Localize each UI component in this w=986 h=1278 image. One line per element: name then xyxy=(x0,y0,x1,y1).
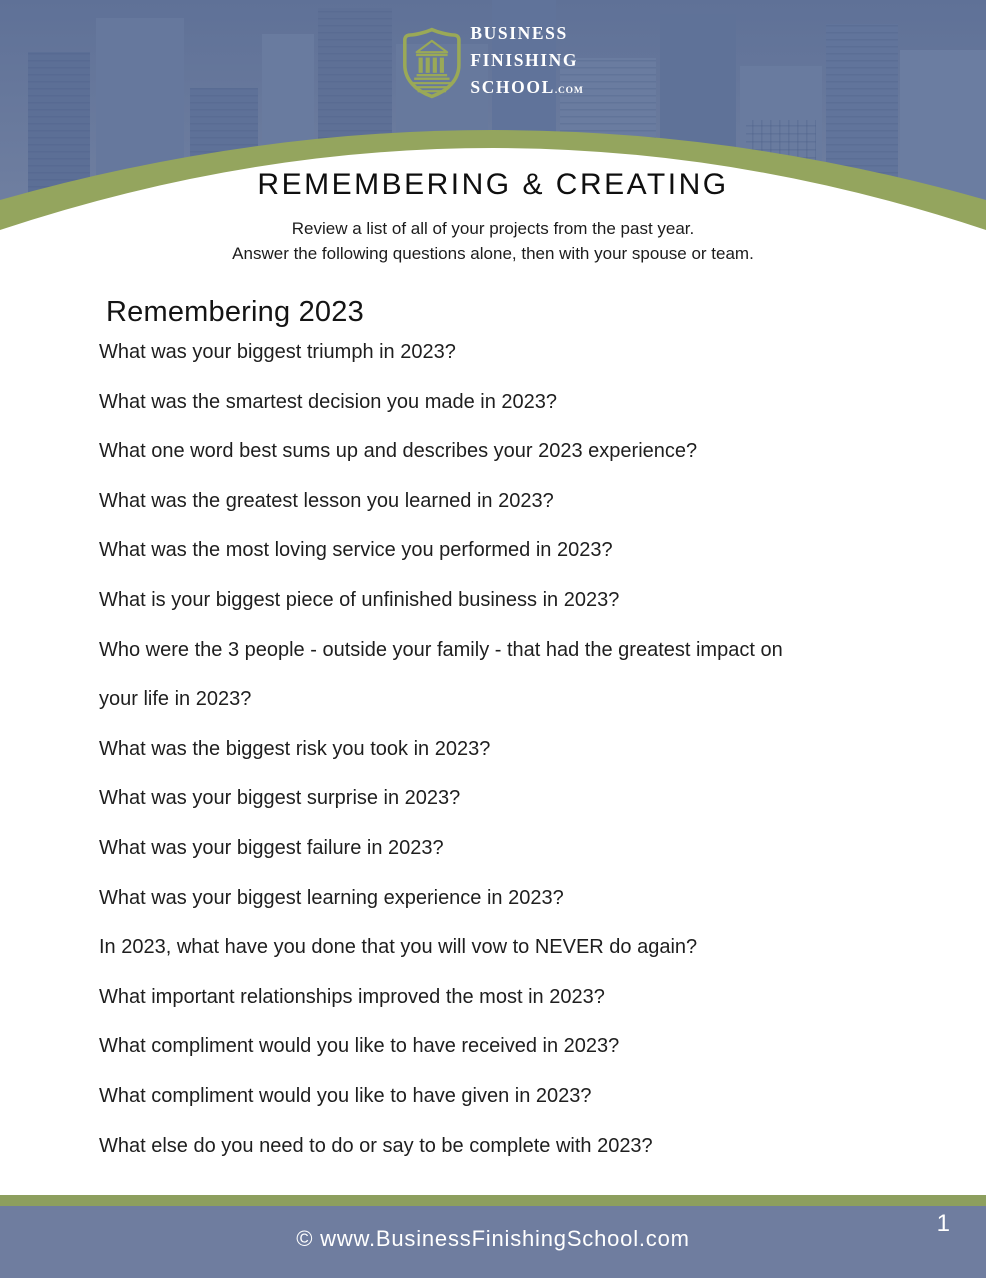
page-number: 1 xyxy=(936,1210,950,1237)
questions-list xyxy=(99,328,811,1171)
question-item: What was your biggest surprise in 2023? xyxy=(99,787,461,810)
section-heading: Remembering 2023 xyxy=(106,296,364,328)
shield-temple-icon xyxy=(402,26,461,100)
subtitle-line-1: Review a list of all of your projects from the past year. xyxy=(291,219,695,238)
question-item: What compliment would you like to have received in 2023? xyxy=(99,1035,620,1058)
question-item: Who were the 3 people - outside your family - that had the greatest impact on your life in 2023? xyxy=(99,638,783,711)
question-item: What important relationships improved the most in 2023? xyxy=(99,985,605,1008)
brand-line-1: BUSINESS xyxy=(470,23,568,43)
footer-accent-stripe xyxy=(0,1195,986,1206)
question-item: What else do you need to do or say to be complete with 2023? xyxy=(99,1134,653,1157)
page-header xyxy=(0,0,986,266)
question-item: What was the biggest risk you took in 2023? xyxy=(99,737,491,760)
question-item: What was your biggest learning experience in 2023? xyxy=(99,886,564,909)
footer-copyright: © www.BusinessFinishingSchool.com xyxy=(296,1226,690,1251)
question-item: What is your biggest piece of unfinished business in 2023? xyxy=(99,588,620,611)
brand-logo xyxy=(402,20,583,105)
question-item: What was your biggest triumph in 2023? xyxy=(99,341,456,363)
question-item: What compliment would you like to have given in 2023? xyxy=(99,1084,592,1107)
subtitle-line-2: Answer the following questions alone, then with your spouse or team. xyxy=(232,244,754,263)
page-footer xyxy=(0,1206,986,1278)
question-item: What was the smartest decision you made in 2023? xyxy=(99,390,558,413)
brand-line-3: SCHOOL.COM xyxy=(470,77,584,97)
brand-domain-suffix: .COM xyxy=(554,86,584,96)
question-item: What was the most loving service you performed in 2023? xyxy=(99,539,613,562)
brand-line-2: FINISHING xyxy=(470,50,579,70)
brand-wordmark xyxy=(470,20,583,105)
page-subtitle xyxy=(0,216,986,266)
question-item: What was the greatest lesson you learned in 2023? xyxy=(99,489,554,512)
question-item: In 2023, what have you done that you will vow to NEVER do again? xyxy=(99,936,698,959)
question-item: What was your biggest failure in 2023? xyxy=(99,836,444,859)
worksheet-body xyxy=(99,296,839,1171)
question-item: What one word best sums up and describes your 2023 experience? xyxy=(99,440,698,463)
page-title: REMEMBERING & CREATING xyxy=(257,168,729,201)
